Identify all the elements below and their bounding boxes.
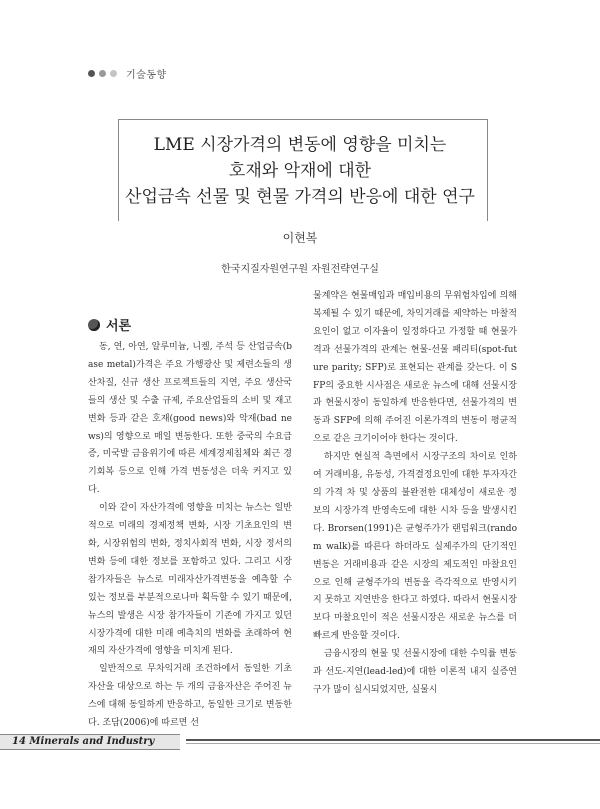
right-column: [313, 288, 517, 700]
title-line-2: 호재와 악재에 대한: [228, 161, 372, 181]
section-tag: [88, 66, 167, 81]
dot-icon: [88, 70, 95, 77]
paragraph: 물계약은 현물매입과 매입비용의 무위험차입에 의해 복제될 수 있기 때문에, 차익거래를 제약하는 마찰적 요인이 없고 이자율이 일정하다고 가정할 때 현물가격과 선물가격의 관계는 현물-선물 패리티(spot-future parity; SFP)로 표현되는 관계를 갖는다. 이 SFP의 중요한 시사점은 새로운 뉴스에 대해 선물시장과 현물시장이 동일하게 반응한다면, 선물가격의 변동과 SFP에 의해 주어진 이론가격의 변동이 평균적으로 같은 크기이어야 한다는 것이다.: [313, 291, 517, 445]
author-affiliation: 한국지질자원연구원 자원전략연구실: [221, 264, 379, 275]
section-title: 서론: [106, 319, 132, 334]
footer-label-box: [0, 734, 180, 750]
footer-tab: [0, 732, 186, 750]
page-footer: [0, 732, 600, 750]
title-line-1: LME 시장가격의 변동에 영향을 미치는: [153, 135, 447, 155]
footer-page-label: 14 Minerals and Industry: [12, 736, 155, 747]
paragraph: 이와 같이 자산가격에 영향을 미치는 뉴스는 일반적으로 미래의 경제정책 변화, 시장 기초요인의 변화, 시장위험의 변화, 정치사회적 변화, 시장 정서의 변화 등에 대한 정보를 포함하고 있다. 그리고 시장참가자들은 뉴스로 미래자산가격변동을 예측할 수 있는 정보를 부분적으로나마 획득할 수 있기 때문에, 뉴스의 발생은 시장 참가자들이 기존에 가지고 있던 시장가격에 대한 미래 예측치의 변화를 초래하여 현재의 자산가격에 영향을 미치게 된다.: [88, 503, 292, 657]
section-label: 기술동향: [126, 70, 167, 81]
paragraph: 금융시장의 현물 및 선물시장에 대한 수익률 변동과 선도-지연(lead-led)에 대한 이론적 내지 실증연구가 많이 실시되었지만, 실물시: [313, 649, 517, 695]
paragraph: 일반적으로 무차익거래 조건하에서 동일한 기초자산을 대상으로 하는 두 개의 금융자산은 주어진 뉴스에 대해 동일하게 반응하고, 동일한 크기로 변동한다. 조담(2006)에 따르면 선: [88, 664, 292, 729]
paragraph: 동, 연, 아연, 알루미늄, 니켈, 주석 등 산업금속(base metal)가격은 주요 가행광산 및 제련소들의 생산차질, 신규 생산 프로젝트들의 지연, 주요 생산국들의 생산 및 수출 규제, 주요산업들의 소비 및 재고변화 등과 같은 호재(good news)와 악재(bad news)의 영향으로 매일 변동한다. 또한 중국의 수요급증, 미국발 금융위기에 따른 세계경제침체와 최근 경기회복 등으로 인해 가격 변동성은 더욱 커지고 있다.: [88, 342, 292, 496]
author-name: 이현복: [282, 231, 318, 245]
paragraph: 하지만 현실적 측면에서 시장구조의 차이로 인하여 거래비용, 유동성, 가격결정요인에 대한 투자자간의 가격 차 및 상품의 불완전한 대체성이 새로운 정보의 시장가격 반영속도에 대한 시차 등을 발생시킨다. Brorsen(1991)은 균형주가가 랜덤워크(random walk)를 따른다 하더라도 실제주가의 단기적인 변동은 거래비용과 같은 시장의 제도적인 마찰요인으로 인해 균형주가의 변동을 즉각적으로 반영시키지 못하고 지연반응 한다고 하였다. 따라서 현물시장보다 마찰요인이 적은 선물시장은 새로운 뉴스를 더 빠르게 반응할 것이다.: [313, 452, 517, 642]
bullet-icon: [88, 319, 100, 331]
dot-icon: [99, 70, 106, 77]
left-column: [88, 339, 292, 733]
dot-icon: [110, 70, 117, 77]
title-line-3: 산업금속 선물 및 현물 가격의 반응에 대한 연구: [125, 187, 475, 207]
section-heading: [88, 315, 131, 334]
